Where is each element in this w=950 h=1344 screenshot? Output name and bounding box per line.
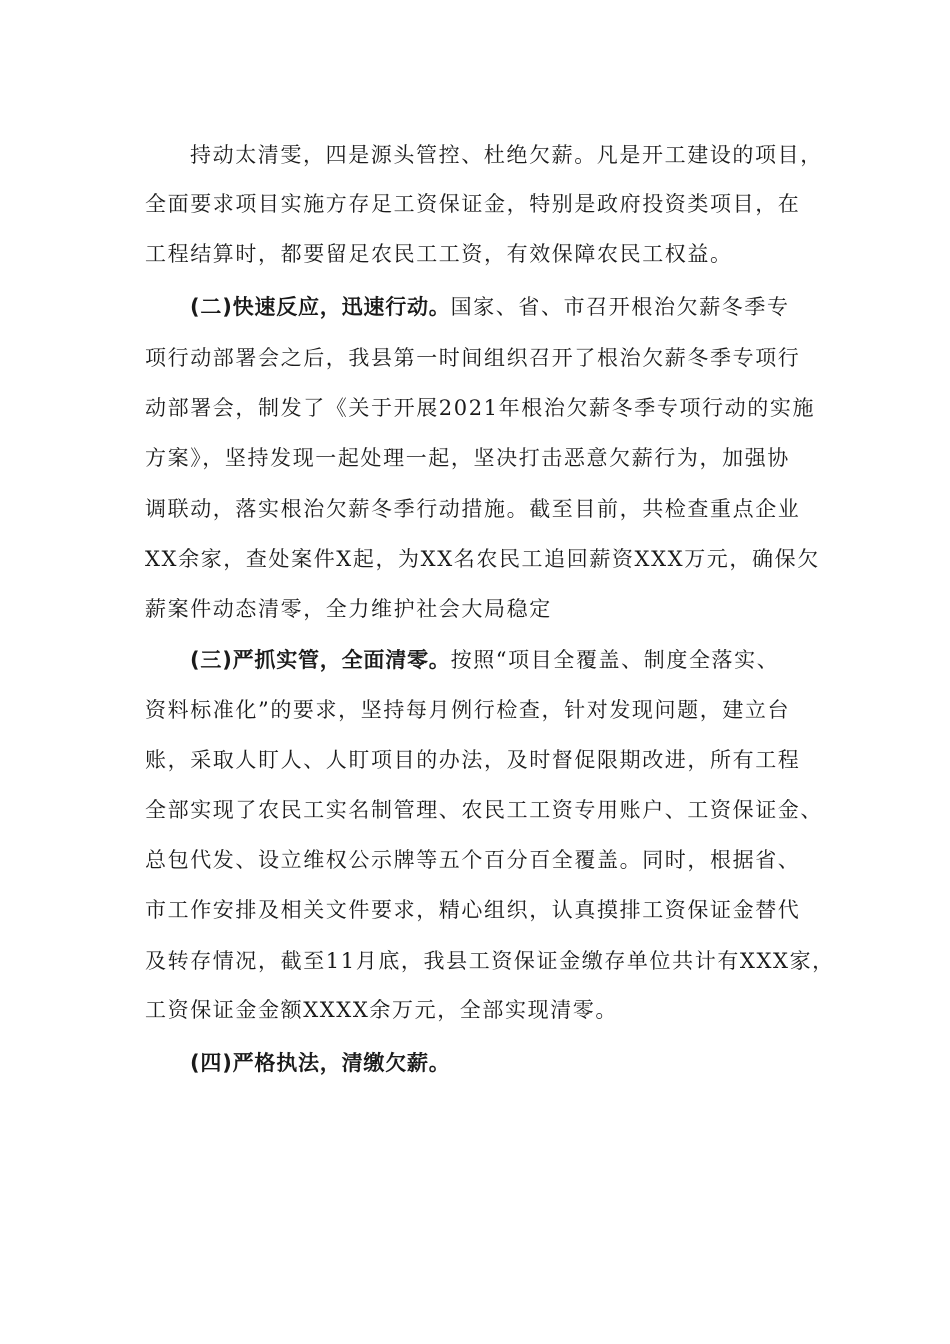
paragraph-1-line-1: 持动太清雯，四是源头管控、杜绝欠薪。凡是开工建设的项目，	[190, 143, 823, 167]
section-heading-4: (四)严格执法，清缴欠薪。	[190, 1051, 451, 1075]
paragraph-1-line-2: 全面要求项目实施方存足工资保证金，特别是政府投资类项目，在	[145, 192, 801, 216]
section-heading-3: (三)严抓实管，全面清零。	[190, 648, 451, 672]
paragraph-3-line-1: 按照“项目全覆盖、制度全落实、	[450, 648, 780, 672]
paragraph-3-line-6: 市工作安排及相关文件要求，精心组织，认真摸排工资保证金替代	[145, 898, 801, 922]
paragraph-4-first-line	[190, 1048, 451, 1078]
paragraph-2-line-7: 薪案件动态清零，全力维护社会大局稳定	[145, 597, 552, 621]
paragraph-1-line-3: 工程结算时，都要留足农民工工资，有效保障农民工权益。	[145, 242, 733, 266]
paragraph-3-line-5: 总包代发、设立维权公示牌等五个百分百全覆盖。同时，根据省、	[145, 848, 801, 872]
paragraph-3-line-7: 及转存情况，截至11月底，我县工资保证金缴存单位共计有XXX家，	[145, 949, 835, 973]
paragraph-2-line-4: 方案》，坚持发现一起处理一起，坚决打击恶意欠薪行为，加强协	[145, 446, 790, 470]
paragraph-2-line-2: 项行动部署会之后，我县第一时间组织召开了根治欠薪冬季专项行	[145, 346, 801, 370]
paragraph-3-line-2: 资料标准化”的要求，坚持每月例行检查，针对发现问题，建立台	[145, 698, 791, 722]
paragraph-2-line-1: 国家、省、市召开根治欠薪冬季专	[450, 295, 790, 319]
paragraph-2-first-line	[190, 292, 790, 322]
section-heading-2: (二)快速反应，迅速行动。	[190, 295, 451, 319]
paragraph-3-line-8: 工资保证金金额XXXX余万元，全部实现清零。	[145, 998, 618, 1022]
paragraph-2-line-3: 动部署会，制发了《关于开展2021年根治欠薪冬季专项行动的实施	[145, 396, 816, 420]
paragraph-2-line-6: XX余家，查处案件X起，为XX名农民工追回薪资XXX万元，确保欠	[145, 547, 820, 571]
paragraph-3-line-4: 全部实现了农民工实名制管理、农民工工资专用账户、工资保证金、	[145, 798, 823, 822]
paragraph-3-first-line	[190, 645, 779, 675]
paragraph-2-line-5: 调联动，落实根治欠薪冬季行动措施。截至目前，共检查重点企业	[145, 497, 801, 521]
paragraph-3-line-3: 账，采取人盯人、人盯项目的办法，及时督促限期改进，所有工程	[145, 748, 801, 772]
